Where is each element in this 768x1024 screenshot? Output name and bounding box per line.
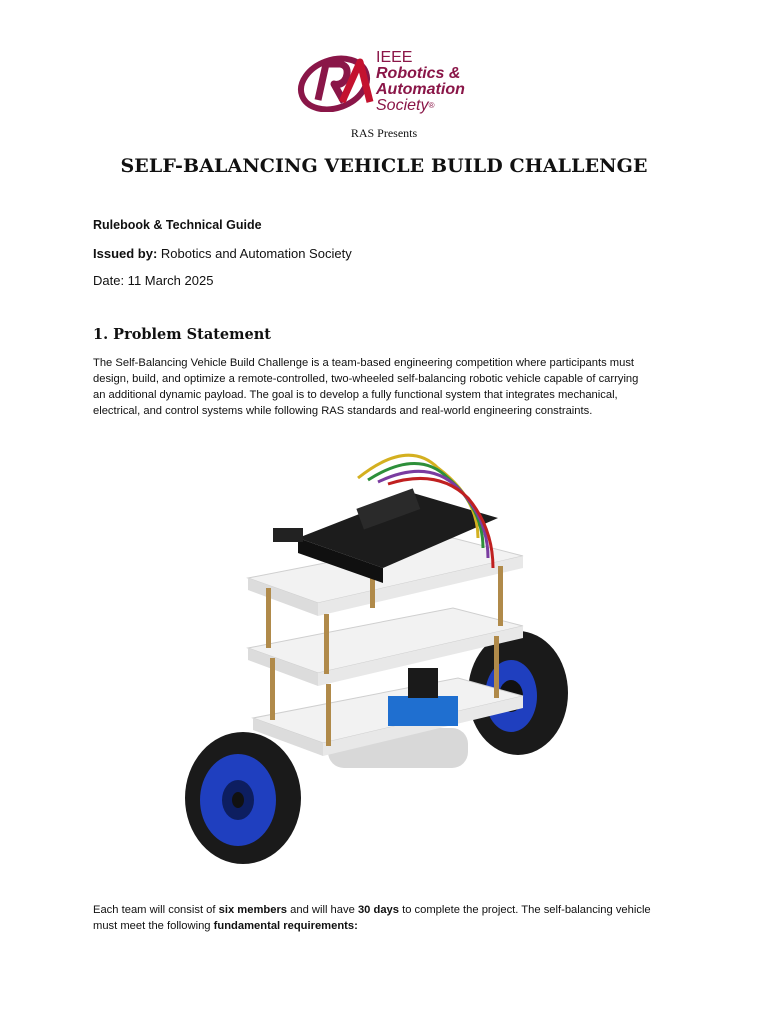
logo-line-robotics: Robotics &	[376, 65, 461, 82]
logo-line-society: Society	[376, 97, 429, 114]
heatsink	[408, 668, 438, 698]
text-run: and will have	[287, 904, 358, 916]
registered-mark: ®	[428, 101, 435, 110]
paragraph-line: electrical, and control systems while following RAS standards and real-world engineering constraints.	[93, 405, 593, 417]
section-heading-problem-statement: 1. Problem Statement	[93, 326, 271, 343]
problem-statement-paragraph	[93, 355, 683, 419]
text-run: must meet the following	[93, 920, 214, 932]
paragraph-line: an additional dynamic payload. The goal is to develop a fully functional system that integrates mechanical,	[93, 389, 618, 401]
team-size-bold: six members	[218, 904, 288, 916]
logo-line-ieee: IEEE	[376, 49, 413, 66]
text-run: Each team will consist of	[93, 904, 219, 916]
paragraph-line: design, build, and optimize a remote-controlled, two-wheeled self-balancing robotic vehicle capable of carrying	[93, 373, 639, 385]
paragraph-line: The Self-Balancing Vehicle Build Challenge is a team-based engineering competition where participants must	[93, 357, 635, 369]
requirements-bold: fundamental requirements:	[213, 920, 358, 932]
issued-by-label: Issued by:	[93, 246, 158, 261]
text-run: to complete the project. The self-balancing vehicle	[399, 904, 651, 916]
guide-subtitle: Rulebook & Technical Guide	[93, 218, 262, 232]
page-title: SELF-BALANCING VEHICLE BUILD CHALLENGE	[120, 155, 648, 177]
date-line: Date: 11 March 2025	[93, 273, 214, 288]
driver-board	[388, 696, 458, 726]
ieee-ras-logo	[296, 50, 476, 112]
ras-emblem-icon	[296, 50, 376, 112]
issued-by-value: Robotics and Automation Society	[157, 246, 352, 261]
presents-line: RAS Presents	[350, 126, 418, 140]
self-balancing-robot-image	[178, 438, 578, 898]
paragraph-line	[93, 918, 683, 934]
duration-bold: 30 days	[357, 904, 399, 916]
front-wheel	[185, 732, 301, 864]
logo-line-automation: Automation	[376, 81, 465, 98]
paragraph-line	[93, 902, 683, 918]
team-requirements-paragraph	[93, 902, 683, 934]
wireless-module	[273, 528, 303, 542]
issued-by-line	[93, 246, 352, 261]
